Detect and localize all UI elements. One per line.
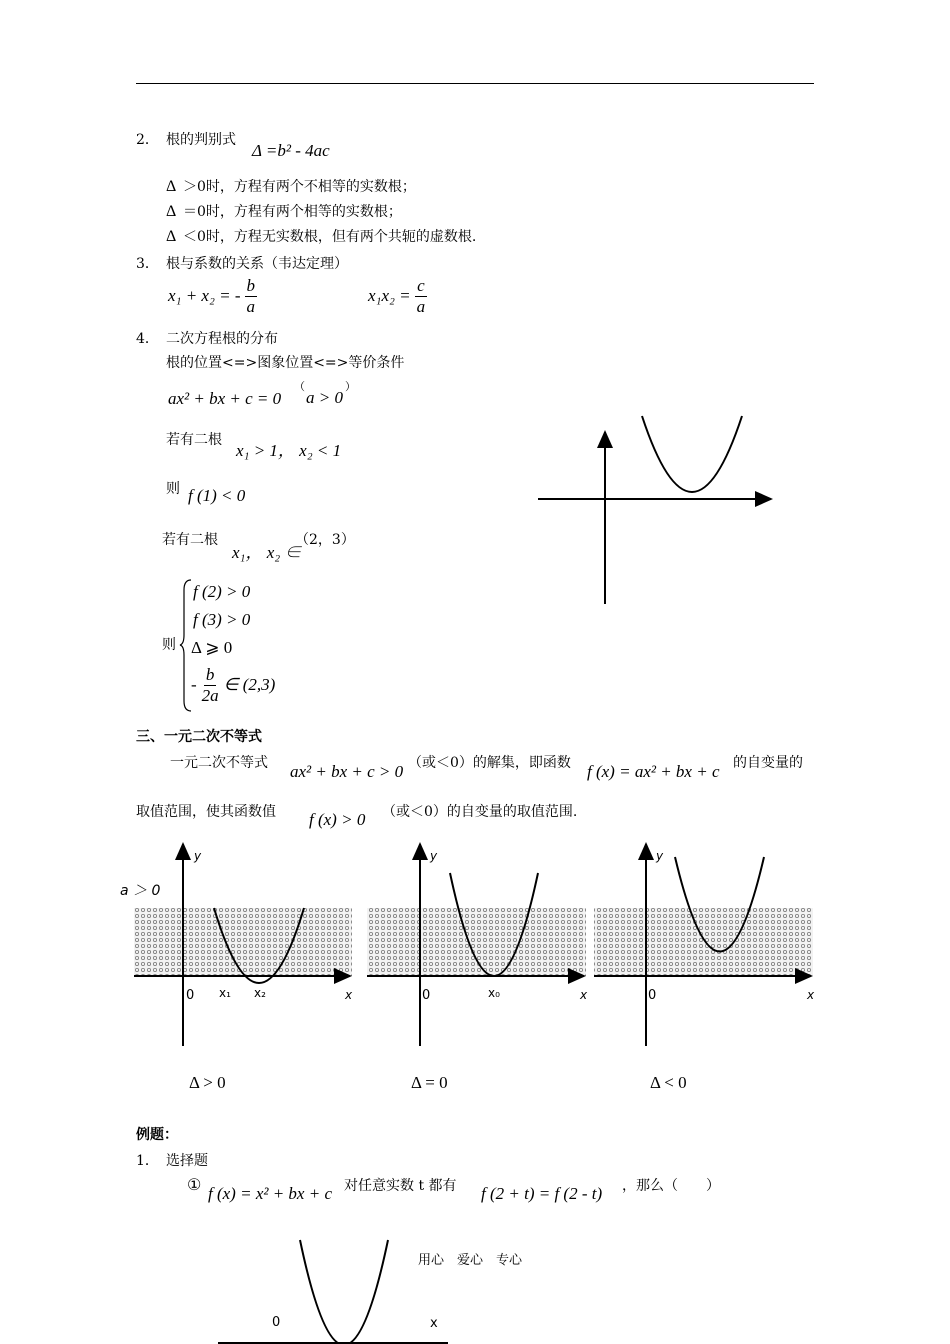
ineq-text: 的自变量的 <box>733 755 803 771</box>
caption-delta-zero: Δ = 0 <box>411 1073 448 1092</box>
item-marker: ① <box>187 1175 202 1194</box>
vieta-sum <box>168 276 257 316</box>
then1-label: 则 <box>166 481 180 497</box>
fraction-numerator: b <box>205 665 215 684</box>
root-label: x₂ <box>254 986 266 1000</box>
caption-delta-negative: Δ < 0 <box>650 1073 687 1092</box>
item-text: 对任意实数 t 都有 <box>344 1178 457 1194</box>
x-axis-label: x <box>807 988 815 1002</box>
paren-close: ） <box>345 380 356 393</box>
x-axis-label: x <box>345 988 353 1002</box>
ineq-text: 一元二次不等式 <box>170 755 268 771</box>
graph-delta-zero <box>367 844 588 1046</box>
ineq-function: f (x) = ax² + bx + c <box>587 762 720 781</box>
question-number: 1． <box>136 1153 159 1169</box>
case2-roots: x₁， x₂ ∈ <box>232 543 302 562</box>
axis-fraction <box>200 665 221 705</box>
ineq-text: （或＜0）的解集，即函数 <box>408 755 571 771</box>
question-title: 选择题 <box>166 1153 208 1169</box>
sec2-number: 2． <box>136 132 159 148</box>
examples-heading: 例题： <box>136 1127 178 1143</box>
fraction-denominator: a <box>416 296 426 316</box>
ineq-value-condition: f (x) > 0 <box>309 810 366 829</box>
case-positive: ＞0时，方程有两个不相等的实数根； <box>183 179 416 195</box>
delta-symbol: Δ <box>166 178 177 195</box>
origin-label: 0 <box>648 988 657 1003</box>
quadratic-equation: ax² + bx + c = 0 <box>168 389 282 408</box>
inequality-graphs <box>116 835 826 1055</box>
sec2-title: 根的判别式 <box>166 132 236 148</box>
vieta-sum-left: x₁ + x₂ = - <box>168 286 241 306</box>
ineq-text: 取值范围，使其函数值 <box>136 804 276 820</box>
case2-interval: （2，3） <box>295 532 355 548</box>
then2-label: 则 <box>162 637 176 653</box>
a-positive-label: a ＞ 0 <box>120 883 161 899</box>
graph-delta-positive <box>134 844 353 1046</box>
discriminant-formula: Δ =b² - 4ac <box>252 141 330 160</box>
item-tail: ，那么（ ） <box>622 1178 720 1194</box>
root-distribution-graph <box>530 410 780 610</box>
shaded-region <box>594 908 813 976</box>
paren-open: （ <box>294 380 305 393</box>
item-condition: f (2 + t) = f (2 - t) <box>481 1184 603 1203</box>
fraction-denominator: 2a <box>201 685 219 705</box>
fraction-numerator: b <box>246 276 256 295</box>
vieta-product-left: x₁x₂ = <box>368 286 411 306</box>
watermark-text: 用心 爱心 专心 <box>418 1253 523 1268</box>
case2-label: 若有二根 <box>162 532 218 548</box>
item-function: f (x) = x² + bx + c <box>208 1184 332 1203</box>
interval-membership: ∈ (2,3) <box>223 675 276 695</box>
delta-symbol: Δ <box>166 228 177 245</box>
root-label: x₁ <box>219 986 231 1000</box>
sec3-number: 3． <box>136 256 159 272</box>
x-axis-label: x <box>430 1316 438 1331</box>
ineq-text: （或＜0）的自变量的取值范围. <box>382 804 578 820</box>
vieta-sum-fraction <box>245 276 258 316</box>
parabola-curve <box>642 416 742 492</box>
origin-label: 0 <box>422 988 431 1003</box>
shaded-region <box>134 908 352 976</box>
x-axis-label: x <box>580 988 588 1002</box>
system-line: f (2) > 0 <box>193 582 251 601</box>
origin-label: 0 <box>186 988 195 1003</box>
shaded-region <box>367 908 586 976</box>
case1-label: 若有二根 <box>166 432 222 448</box>
sec4-subtitle: 根的位置<=>图象位置<=>等价条件 <box>166 355 405 371</box>
system-line <box>191 665 275 705</box>
y-axis-label: y <box>430 849 438 863</box>
caption-delta-positive: Δ > 0 <box>189 1073 226 1092</box>
y-axis-label: y <box>656 849 664 863</box>
sec4-number: 4． <box>136 331 159 347</box>
then1-condition: f (1) < 0 <box>188 486 246 505</box>
case1-roots: x₁ > 1， x₂ < 1 <box>236 441 342 460</box>
root-label: x₀ <box>488 986 500 1000</box>
delta-symbol: Δ <box>166 203 177 220</box>
system-line: f (3) > 0 <box>193 610 251 629</box>
vieta-product <box>368 276 427 316</box>
system-line: Δ ⩾ 0 <box>191 638 233 657</box>
fraction-numerator: c <box>417 276 425 295</box>
graph-delta-negative <box>594 844 815 1046</box>
fraction-denominator: a <box>246 296 256 316</box>
origin-label: 0 <box>272 1315 281 1330</box>
inequality-heading: 三、一元二次不等式 <box>136 729 262 745</box>
case-negative: ＜0时，方程无实数根，但有两个共轭的虚数根. <box>183 229 477 245</box>
case-zero: ＝0时，方程有两个相等的实数根； <box>183 204 402 220</box>
header-rule <box>136 83 814 84</box>
leading-coef-condition: a > 0 <box>306 388 343 407</box>
example-parabola-graph <box>210 1230 450 1344</box>
vieta-product-fraction <box>415 276 428 316</box>
parabola-curve <box>300 1240 388 1344</box>
y-axis-label: y <box>194 849 202 863</box>
sec3-title: 根与系数的关系（韦达定理） <box>166 256 348 272</box>
ineq-expression: ax² + bx + c > 0 <box>290 762 404 781</box>
minus-sign: - <box>191 675 197 695</box>
sec4-title: 二次方程根的分布 <box>166 331 278 347</box>
